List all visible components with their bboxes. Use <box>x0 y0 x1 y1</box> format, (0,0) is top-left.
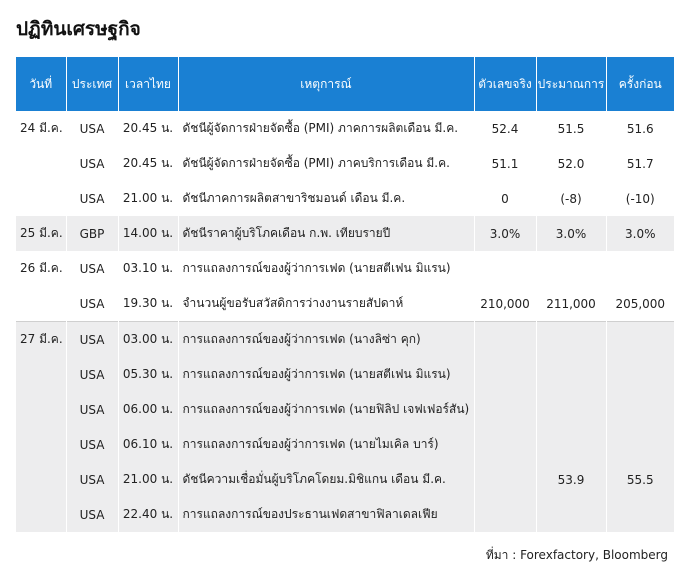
cell-country: USA <box>66 111 118 146</box>
cell-actual: 52.4 <box>474 111 536 146</box>
cell-previous: 205,000 <box>606 286 674 322</box>
cell-actual: 210,000 <box>474 286 536 322</box>
cell-date: 25 มี.ค. <box>16 216 66 251</box>
cell-country: USA <box>66 357 118 392</box>
cell-country: USA <box>66 322 118 358</box>
cell-time: 20.45 น. <box>118 146 178 181</box>
table-row <box>16 322 674 358</box>
cell-actual <box>474 427 536 462</box>
table-row <box>16 146 674 181</box>
cell-previous: 55.5 <box>606 462 674 497</box>
cell-country: USA <box>66 146 118 181</box>
cell-time: 05.30 น. <box>118 357 178 392</box>
cell-date <box>16 462 66 497</box>
cell-forecast <box>536 322 606 358</box>
header-actual: ตัวเลขจริง <box>474 57 536 111</box>
cell-event: การแถลงการณ์ของประธานเฟดสาขาฟิลาเดลเฟีย <box>178 497 474 532</box>
table-row <box>16 357 674 392</box>
cell-time: 21.00 น. <box>118 181 178 216</box>
cell-time: 14.00 น. <box>118 216 178 251</box>
cell-date: 26 มี.ค. <box>20 261 63 275</box>
cell-actual: 0 <box>474 181 536 216</box>
cell-date: 27 มี.ค. <box>16 322 66 358</box>
cell-forecast <box>536 392 606 427</box>
cell-forecast: 3.0% <box>536 216 606 251</box>
cell-time: 03.00 น. <box>118 322 178 358</box>
header-date: วันที่ <box>16 57 66 111</box>
cell-country: USA <box>66 286 118 322</box>
table-row <box>16 181 674 216</box>
cell-actual <box>474 251 536 286</box>
table-row <box>16 216 674 251</box>
cell-time: 22.40 น. <box>118 497 178 532</box>
table-row <box>16 251 674 286</box>
cell-date <box>16 497 66 532</box>
header-previous: ครั้งก่อน <box>606 57 674 111</box>
cell-forecast <box>536 497 606 532</box>
cell-event: ดัชนีราคาผู้บริโภคเดือน ก.พ. เทียบรายปี <box>178 216 474 251</box>
cell-previous <box>606 322 674 358</box>
cell-country: USA <box>66 427 118 462</box>
cell-actual <box>474 357 536 392</box>
cell-forecast <box>536 357 606 392</box>
cell-previous <box>606 427 674 462</box>
cell-previous: (-10) <box>606 181 674 216</box>
table-row <box>16 392 674 427</box>
cell-actual: 3.0% <box>474 216 536 251</box>
cell-event: การแถลงการณ์ของผู้ว่าการเฟด (นายสตีเฟน มิแรน) <box>178 357 474 392</box>
cell-previous: 51.6 <box>606 111 674 146</box>
header-country: ประเทศ <box>66 57 118 111</box>
cell-actual <box>474 322 536 358</box>
header-time: เวลาไทย <box>118 57 178 111</box>
table-row <box>16 497 674 532</box>
page-title: ปฏิทินเศรษฐกิจ <box>16 18 141 40</box>
cell-event: ดัชนีผู้จัดการฝ่ายจัดซื้อ (PMI) ภาคบริการเดือน มี.ค. <box>178 146 474 181</box>
cell-forecast: (-8) <box>536 181 606 216</box>
cell-date <box>16 146 66 181</box>
cell-country: USA <box>66 251 118 286</box>
cell-forecast: 53.9 <box>536 462 606 497</box>
cell-actual <box>474 462 536 497</box>
cell-date <box>16 357 66 392</box>
cell-country: USA <box>66 497 118 532</box>
cell-previous <box>606 357 674 392</box>
cell-actual <box>474 497 536 532</box>
cell-forecast <box>536 427 606 462</box>
cell-previous <box>606 497 674 532</box>
cell-time: 21.00 น. <box>118 462 178 497</box>
table-row <box>16 462 674 497</box>
cell-date <box>16 181 66 216</box>
cell-event: ดัชนีความเชื่อมั่นผู้บริโภคโดยม.มิชิแกน เดือน มี.ค. <box>178 462 474 497</box>
cell-country: USA <box>66 462 118 497</box>
cell-event: การแถลงการณ์ของผู้ว่าการเฟด (นายสตีเฟน มิแรน) <box>178 251 474 286</box>
cell-previous: 51.7 <box>606 146 674 181</box>
cell-event: จำนวนผู้ขอรับสวัสดิการว่างงานรายสัปดาห์ <box>178 286 474 322</box>
economic-calendar-table <box>16 57 674 532</box>
cell-time: 06.10 น. <box>118 427 178 462</box>
cell-forecast: 211,000 <box>536 286 606 322</box>
cell-time: 20.45 น. <box>118 111 178 146</box>
source-note: ที่มา : Forexfactory, Bloomberg <box>485 548 668 562</box>
table-row <box>16 111 674 146</box>
cell-actual: 51.1 <box>474 146 536 181</box>
cell-time: 03.10 น. <box>118 251 178 286</box>
cell-forecast: 51.5 <box>536 111 606 146</box>
cell-forecast <box>536 251 606 286</box>
cell-forecast: 52.0 <box>536 146 606 181</box>
header-event: เหตุการณ์ <box>178 57 474 111</box>
table-header-row <box>16 57 674 111</box>
cell-event: การแถลงการณ์ของผู้ว่าการเฟด (นายฟิลิป เจฟเฟอร์สัน) <box>178 392 474 427</box>
cell-previous <box>606 392 674 427</box>
cell-date <box>16 427 66 462</box>
cell-country: USA <box>66 392 118 427</box>
cell-actual <box>474 392 536 427</box>
cell-previous <box>606 251 674 286</box>
cell-date <box>16 392 66 427</box>
cell-time: 19.30 น. <box>118 286 178 322</box>
header-forecast: ประมาณการ <box>536 57 606 111</box>
cell-country: GBP <box>66 216 118 251</box>
cell-event: ดัชนีภาคการผลิตสาขาริชมอนด์ เดือน มี.ค. <box>178 181 474 216</box>
cell-previous: 3.0% <box>606 216 674 251</box>
cell-date <box>16 286 66 322</box>
cell-event: ดัชนีผู้จัดการฝ่ายจัดซื้อ (PMI) ภาคการผลิตเดือน มี.ค. <box>178 111 474 146</box>
cell-time: 06.00 น. <box>118 392 178 427</box>
cell-event: การแถลงการณ์ของผู้ว่าการเฟด (นางลิซ่า คุก) <box>178 322 474 358</box>
cell-date: 24 มี.ค. <box>20 121 63 135</box>
cell-event: การแถลงการณ์ของผู้ว่าการเฟด (นายไมเคิล บาร์) <box>178 427 474 462</box>
table-row <box>16 286 674 322</box>
table-row <box>16 427 674 462</box>
cell-country: USA <box>66 181 118 216</box>
